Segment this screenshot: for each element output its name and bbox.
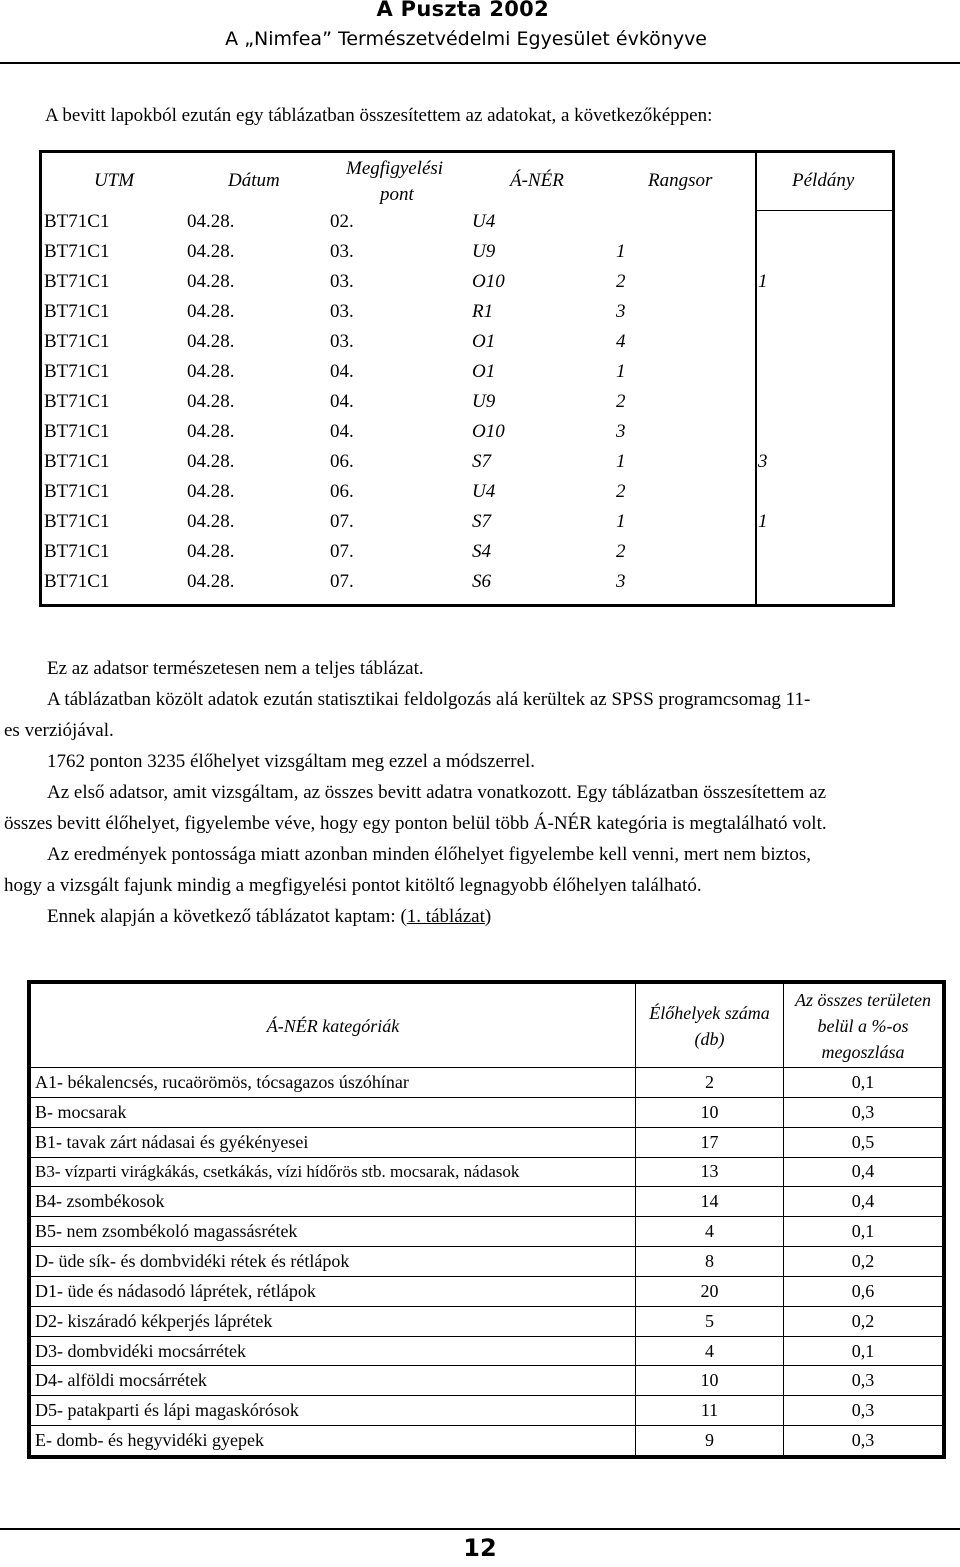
journal-subtitle: A „Nimfea” Természetvédelmi Egyesület évkönyve	[225, 28, 707, 50]
paragraph: Ez az adatsor természetesen nem a teljes táblázat.	[47, 658, 424, 679]
paragraph: es verziójával.	[4, 720, 114, 741]
col-header-megoszlas: Az összes területen belül a %-os megoszlása	[784, 984, 943, 1068]
paragraph: A táblázatban közölt adatok ezután statisztikai feldolgozás alá kerültek az SPSS programcsomag 11-	[47, 689, 811, 710]
footer-rule	[0, 1528, 960, 1530]
col-header-utm: UTM	[94, 170, 135, 191]
table-row: B3- vízparti virágkákás, csetkákás, vízi hídőrös stb. mocsarak, nádasok 13 0,4	[31, 1157, 943, 1187]
paragraph: hogy a vizsgált fajunk mindig a megfigyelési pontot kitöltő legnagyobb élőhelyen található.	[4, 875, 702, 896]
table-row: B1- tavak zárt nádasai és gyékényesei 17 0,5	[31, 1127, 943, 1157]
table-row: D1- üde és nádasodó láprétek, rétlápok 20 0,6	[31, 1276, 943, 1306]
col-header-elohely: Élőhelyek száma (db)	[636, 984, 784, 1068]
col-header-datum: Dátum	[228, 170, 280, 191]
table-row: B4- zsombékosok 14 0,4	[31, 1187, 943, 1217]
col-header-pont-1: Megfigyelési	[346, 158, 444, 179]
table-row: A1- békalencsés, rucaörömös, tócsagazos úszóhínar 2 0,1	[31, 1068, 943, 1098]
table-row: D4- alföldi mocsárrétek 10 0,3	[31, 1366, 943, 1396]
table-row: D5- patakparti és lápi magaskórósok 11 0,3	[31, 1396, 943, 1426]
col-header-ner: Á-NÉR	[510, 170, 564, 191]
paragraph: Ennek alapján a következő táblázatot kaptam: (1. táblázat)	[47, 906, 492, 927]
paragraph: Az eredmények pontossága miatt azonban minden élőhelyet figyelembe kell venni, mert nem biztos,	[47, 844, 811, 865]
intro-text: A bevitt lapokból ezután egy táblázatban összesítettem az adatokat, a következőképpen:	[45, 105, 713, 126]
paragraph: Az első adatsor, amit vizsgáltam, az összes bevitt adatra vonatkozott. Egy táblázatban összesítettem az	[47, 782, 827, 803]
body-text	[0, 653, 950, 932]
observation-table: UTM Dátum Megfigyelési pont Á-NÉR Rangsor Példány BT71C1 04.28. 02. U4 BT71C1 04.28. 03. U9 1 BT71C1 04.28. 03. O10 2 1 BT71C1 04.28. 03. R1 3 BT71C1 04.28. 03. O1 4 BT71C1 04.28. 04. O1 1 BT71C1 04.28. 04. U9 2 BT71C1 04.28. 04. O10 3 BT71C1 04.28. 06. S7 1 3 BT71C1 04.28. 06. U4 2 BT71C1 04.28. 07. S7 1 1 BT71C1 04.28. 07. S4 2 BT71C1 04.28. 07. S6 3	[39, 150, 895, 607]
table-row: D2- kiszáradó kékperjés láprétek 5 0,2	[31, 1306, 943, 1336]
table-header-row	[31, 984, 943, 1068]
habitat-summary-table	[27, 980, 946, 1459]
table-row: D- üde sík- és dombvidéki rétek és rétlápok 8 0,2	[31, 1247, 943, 1277]
table-row: B- mocsarak 10 0,3	[31, 1097, 943, 1127]
paragraph: összes bevitt élőhelyet, figyelembe véve, hogy egy ponton belül több Á-NÉR kategória is megtalálható volt.	[4, 813, 827, 834]
journal-title: A Puszta 2002	[376, 0, 549, 21]
col-header-pont-2: pont	[380, 184, 414, 205]
col-header-peldany: Példány	[792, 170, 855, 191]
col-header-rangsor: Rangsor	[648, 170, 713, 191]
page-number: 12	[463, 1534, 497, 1562]
header-rule	[0, 62, 960, 64]
table-divider	[755, 210, 895, 211]
table-row: E- domb- és hegyvidéki gyepek 9 0,3	[31, 1426, 943, 1456]
paragraph: 1762 ponton 3235 élőhelyet vizsgáltam meg ezzel a módszerrel.	[47, 751, 536, 772]
table-row: D3- dombvidéki mocsárrétek 4 0,1	[31, 1336, 943, 1366]
table-reference-link[interactable]: 1. táblázat	[406, 906, 485, 927]
col-header-kategoria: Á-NÉR kategóriák	[31, 984, 636, 1068]
table-row: B5- nem zsombékoló magassásrétek 4 0,1	[31, 1217, 943, 1247]
table-divider	[755, 153, 757, 604]
